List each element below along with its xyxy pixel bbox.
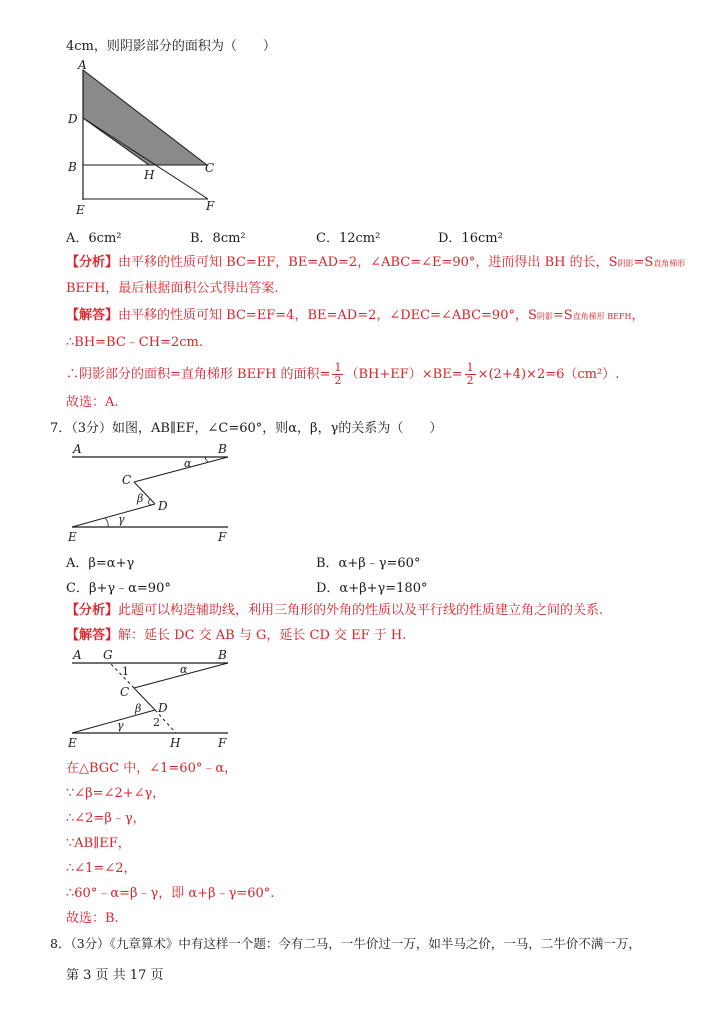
label-alpha: α <box>180 663 188 676</box>
q6-analysis-line2: BEFH，最后根据面积公式得出答案. <box>66 281 279 296</box>
q7-option-b: B．α+β﹣γ=60° <box>316 556 421 571</box>
label-C: C <box>205 161 215 175</box>
q7-option-c: C．β+γ﹣α=90° <box>66 581 171 596</box>
q7-step-5: ∴∠1=∠2， <box>66 861 137 876</box>
label-B: B <box>218 442 227 456</box>
label-G: G <box>103 648 113 662</box>
label-E: E <box>68 530 77 544</box>
label-H: H <box>144 168 155 182</box>
label-A: A <box>78 58 87 72</box>
q6-analysis-line1: 【分析】由平移的性质可知 BC=EF，BE=AD=2，∠ABC=∠E=90°，进而得出 BH 的长，S阴影=S直角梯形 <box>66 255 686 270</box>
label-A: A <box>73 442 82 456</box>
q6-option-b: B．8cm² <box>190 231 246 246</box>
q6-answer-line1: 【解答】由平移的性质可知 BC=EF=4，BE=AD=2，∠DEC=∠ABC=90°，S阴影=S直角梯形 BEFH， <box>66 308 645 323</box>
label-D: D <box>158 499 168 513</box>
answer-tag: 【解答】 <box>66 308 119 323</box>
label-C: C <box>120 685 130 699</box>
label-H: H <box>170 736 181 750</box>
q7-step-2: ∵∠β=∠2+∠γ， <box>66 786 166 801</box>
label-C: C <box>122 473 132 487</box>
label-alpha: α <box>184 457 192 470</box>
q7-step-6: ∴60°﹣α=β﹣γ，即 α+β﹣γ=60°. <box>66 886 275 901</box>
q8-stem: 8．（3分）《九章算术》中有这样一个题：今有二马，一牛价过一万，如半马之价，一马，二牛价不满一万， <box>50 936 641 951</box>
label-F: F <box>218 736 227 750</box>
label-1: 1 <box>122 665 129 678</box>
label-B: B <box>218 648 227 662</box>
label-B: B <box>68 160 77 174</box>
analysis-tag: 【分析】 <box>66 255 119 270</box>
q6-option-d: D．16cm² <box>438 231 503 246</box>
label-E: E <box>68 736 77 750</box>
q6-answer-line2: ∴BH=BC﹣CH=2cm. <box>66 335 203 350</box>
label-D: D <box>158 701 168 715</box>
label-D: D <box>68 112 78 126</box>
q7-step-4: ∵AB∥EF， <box>66 836 131 851</box>
q6-figure <box>60 58 240 218</box>
shaded-region <box>83 70 207 165</box>
q7-option-a: A．β=α+γ <box>66 556 135 571</box>
q7-answer-intro: 【解答】解：延长 DC 交 AB 与 G，延长 CD 交 EF 于 H. <box>66 628 407 643</box>
q6-choice: 故选：A. <box>66 395 119 410</box>
q7-step-3: ∴∠2=β﹣γ， <box>66 811 146 826</box>
q7-step-1: 在△BGC 中，∠1=60°﹣α， <box>66 761 238 776</box>
q7-solution-figure <box>60 646 240 752</box>
q7-option-d: D．α+β+γ=180° <box>316 581 428 596</box>
label-F: F <box>218 530 227 544</box>
label-beta: β <box>135 702 142 715</box>
q7-stem: 7．（3分）如图，AB∥EF，∠C=60°，则α，β，γ的关系为（ ） <box>50 421 443 436</box>
label-F: F <box>206 199 215 213</box>
label-beta: β <box>137 492 144 505</box>
q6-option-a: A．6cm² <box>66 231 122 246</box>
q7-analysis: 【分析】此题可以构造辅助线，利用三角形的外角的性质以及平行线的性质建立角之间的关系. <box>66 603 604 618</box>
page-footer: 第 3 页 共 17 页 <box>66 968 164 983</box>
q6-stem-tail: 4cm，则阴影部分的面积为（ ） <box>66 39 276 54</box>
label-gamma: γ <box>118 513 125 526</box>
label-E: E <box>76 203 85 217</box>
q6-option-c: C．12cm² <box>316 231 381 246</box>
q7-step-7: 故选：B. <box>66 911 119 926</box>
q6-answer-line3: ∴阴影部分的面积=直角梯形 BEFH 的面积= $\frac{1}{2}$ （BH+EF）×BE= $\frac{1}{2}$ ×(2+4)×2=6（cm²）. <box>66 361 620 387</box>
q7-figure <box>60 440 240 546</box>
label-A: A <box>73 648 82 662</box>
label-gamma: γ <box>117 719 124 732</box>
label-2: 2 <box>153 716 160 729</box>
